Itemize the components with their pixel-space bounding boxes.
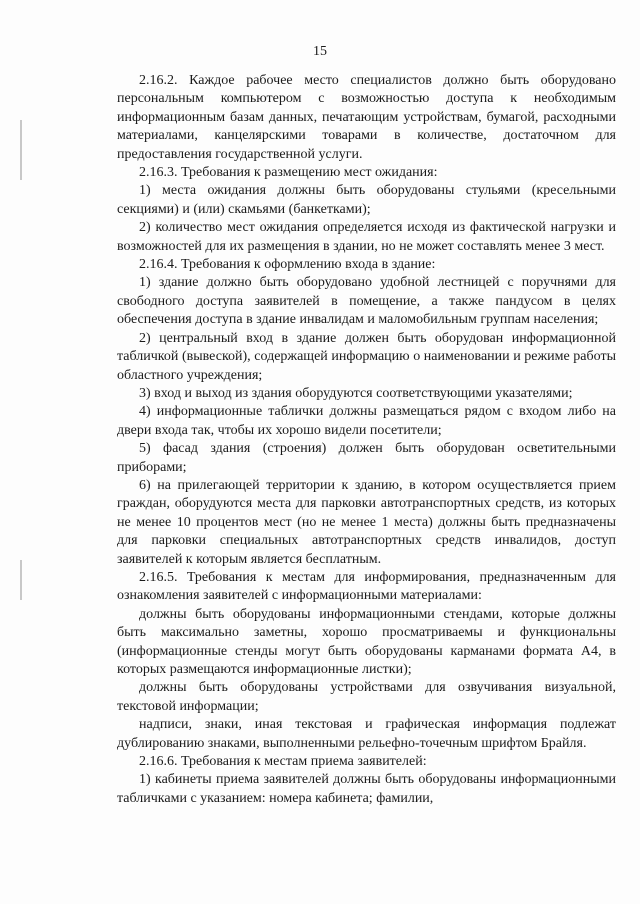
paragraph-2-16-5-heading: 2.16.5. Требования к местам для информирования, предназначенным для ознакомления заявителей с информационными материалами:: [117, 569, 616, 604]
paragraph-entrance-sign: 2) центральный вход в здание должен быть оборудован информационной табличкой (вывеской), содержащей информацию о наименовании и режиме работы областного учреждения;: [117, 330, 616, 383]
scan-margin-artifact: [20, 560, 22, 600]
paragraph-braille: надписи, знаки, иная текстовая и графическая информация подлежат дублированию знаками, выполненными рельефно-точечным шрифтом Брайля.: [117, 717, 616, 751]
paragraph-info-stands: должны быть оборудованы информационными стендами, которые должны быть максимально заметны, хорошо просматриваемы и функциональны (информационные стенды могут быть оборудованы карманами формата А4, в которых размещаются информационные листки);: [117, 606, 616, 677]
paragraph-parking: 6) на прилегающей территории к зданию, в котором осуществляется прием граждан, оборудуются места для парковки автотранспортных средств, из которых не менее 10 процентов мест (но не менее 1 места) должны быть предназначены для парковки специальных автотранспортных средств инвалидов, доступ заявителей к которым является бесплатным.: [117, 477, 616, 567]
paragraph-entrance-pointers: 3) вход и выход из здания оборудуются соответствующими указателями;: [139, 385, 573, 401]
paragraph-entrance-stairs: 1) здание должно быть оборудовано удобной лестницей с поручнями для свободного доступа заявителей в помещение, а также пандусом в целях обеспечения доступа в здание инвалидам и маломобильным группам населения;: [117, 275, 616, 328]
paragraph-waiting-seats: 1) места ожидания должны быть оборудованы стульями (кресельными секциями) и (или) скамьями (банкетками);: [117, 183, 616, 217]
paragraph-2-16-6-heading: 2.16.6. Требования к местам приема заявителей:: [139, 754, 427, 770]
paragraph-2-16-2: 2.16.2. Каждое рабочее место специалистов должно быть оборудовано персональным компьютером с возможностью доступа к необходимым информационным базам данных, печатающим устройствам, бумагой, расходными материалами, канцелярскими товарами в количестве, достаточном для предоставления государственной услуги.: [117, 73, 616, 162]
paragraph-reception-rooms: 1) кабинеты приема заявителей должны быть оборудованы информационными табличками с указанием: номера кабинета; фамилии,: [117, 772, 616, 806]
paragraph-waiting-count: 2) количество мест ожидания определяется исходя из фактической нагрузки и возможностей для их размещения в здании, но не может составлять менее 3 мест.: [117, 220, 616, 254]
scan-margin-artifact: [20, 120, 22, 180]
document-body: [117, 72, 616, 808]
paragraph-info-plates: 4) информационные таблички должны размещаться рядом с входом либо на двери входа так, чтобы их хорошо видели посетители;: [117, 404, 616, 438]
paragraph-facade-lighting: 5) фасад здания (строения) должен быть оборудован осветительными приборами;: [117, 441, 616, 475]
page-number: 15: [313, 44, 327, 59]
paragraph-2-16-4-heading: 2.16.4. Требования к оформлению входа в здание:: [139, 257, 436, 273]
paragraph-audio-devices: должны быть оборудованы устройствами для озвучивания визуальной, текстовой информации;: [117, 680, 616, 714]
paragraph-2-16-3-heading: 2.16.3. Требования к размещению мест ожидания:: [139, 165, 438, 181]
